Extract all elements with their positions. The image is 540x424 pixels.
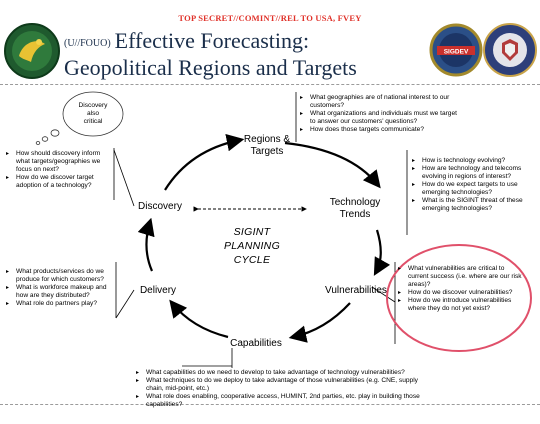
questions-capabilities <box>136 369 426 409</box>
arrow-capabilities-to-delivery <box>172 303 228 337</box>
callout-line-2: also <box>86 110 100 117</box>
arrow-vulnerabilities-to-capabilities <box>293 303 350 337</box>
list-item: ▸ What role does enabling, cooperative access, HUMINT, 2nd parties, etc. play in building those capabilities? <box>136 393 426 409</box>
list-item: ▸ How does those targets communicate? <box>300 126 464 134</box>
list-item: ▸ How should discovery inform what targets/geographies we focus on next? <box>6 150 112 174</box>
node-capabilities: Capabilities <box>230 338 282 349</box>
connector-delivery <box>116 290 134 318</box>
node-technology-line-1: Technology <box>329 197 381 208</box>
list-item: ▸ What techniques to do we deploy to take advantage of those vulnerabilities (e.g. CNE, supply chain, mid-point, etc.) <box>136 377 426 393</box>
list-item: ▸ How do we expect targets to use emerging technologies? <box>412 181 532 197</box>
classification-banner: TOP SECRET//COMINT//REL TO USA, FVEY <box>178 13 362 23</box>
arrow-delivery-to-discovery <box>146 222 152 271</box>
callout-line-1: Discovery <box>78 102 108 109</box>
list-item: ▸ What role do partners play? <box>6 300 114 308</box>
list-item: ▸ How do we discover vulnerabilities? <box>398 289 526 297</box>
questions-delivery <box>6 268 114 308</box>
list-item: ▸ How is technology evolving? <box>412 157 532 165</box>
list-item: ▸ What is the SIGINT threat of these emerging technologies? <box>412 197 532 213</box>
node-delivery: Delivery <box>139 285 177 296</box>
list-item: ▸ How do we introduce vulnerabilities where they do not yet exist? <box>398 297 526 313</box>
center-line-2: PLANNING <box>223 240 281 252</box>
list-item: ▸ What products/services do we produce for which customers? <box>6 268 114 284</box>
arrow-regions-to-technology <box>285 143 378 185</box>
node-regions-line-2: Targets <box>250 146 284 157</box>
list-item: ▸ How do we discover target adoption of a technology? <box>6 174 112 190</box>
questions-discovery <box>6 150 112 190</box>
node-regions-line-1: Regions & <box>243 134 291 145</box>
questions-technology <box>412 157 532 213</box>
node-technology-trends <box>322 197 388 221</box>
questions-vulnerabilities <box>398 265 526 313</box>
list-item: ▸ What geographies are of national interest to our customers? <box>300 94 464 110</box>
center-line-1: SIGINT <box>233 226 271 238</box>
arrow-discovery-to-regions <box>165 140 240 190</box>
sigdev-text: SIGDEV <box>443 48 469 56</box>
list-item: ▸ What is workforce makeup and how are they distributed? <box>6 284 114 300</box>
callout-text <box>66 102 120 126</box>
title-marking: (U//FOUO) <box>64 38 111 49</box>
title-line-2: Geopolitical Regions and Targets <box>64 55 357 80</box>
thought-bubble-dot-1 <box>51 130 59 136</box>
thought-bubble-dot-2 <box>42 137 48 142</box>
list-item: ▸ What vulnerabilities are critical to current success (i.e. where are our risk areas)? <box>398 265 526 289</box>
connector-discovery <box>114 150 134 206</box>
list-item: ▸ What organizations and individuals must we target to answer our customers' questions? <box>300 110 464 126</box>
thought-bubble-dot-3 <box>36 142 40 145</box>
node-regions-targets <box>236 134 298 158</box>
node-discovery: Discovery <box>138 201 182 212</box>
node-technology-line-2: Trends <box>339 209 371 220</box>
questions-regions <box>300 94 464 134</box>
node-vulnerabilities: Vulnerabilities <box>325 285 387 296</box>
list-item: ▸ How are technology and telecoms evolving in regions of interest? <box>412 165 532 181</box>
title-line-1: Effective Forecasting: <box>114 28 310 53</box>
cycle-center-label <box>214 225 290 267</box>
callout-line-3: critical <box>83 118 103 125</box>
list-item: ▸ What capabilities do we need to develop to take advantage of technology vulnerabilities? <box>136 369 426 377</box>
center-line-3: CYCLE <box>233 254 271 266</box>
arrow-technology-to-vulnerabilities <box>376 230 381 272</box>
